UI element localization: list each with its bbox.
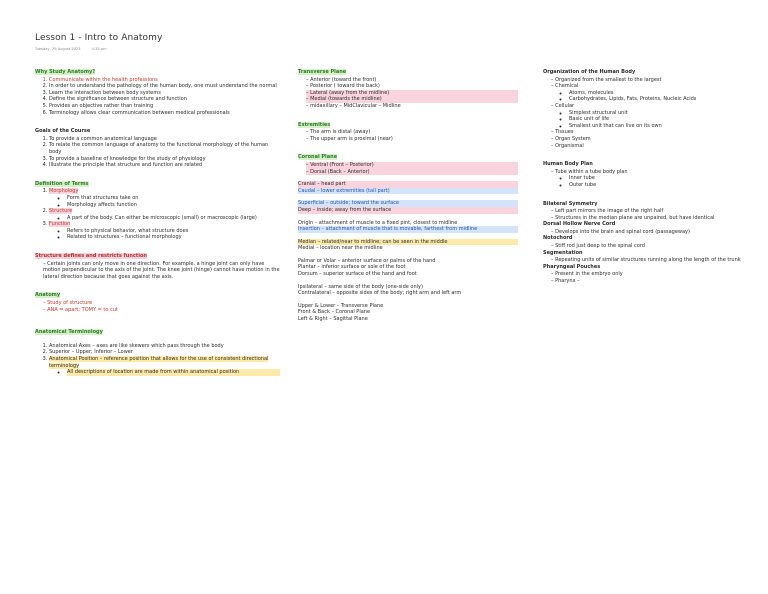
list-item: – Organismal <box>551 143 767 150</box>
segmentation-list <box>543 257 767 264</box>
list-item: – Structures in the median plane are unpaired, but have identical <box>551 215 767 222</box>
page-date: Tuesday, 29 August 2023 <box>35 47 81 51</box>
list-item: – Certain joints can only move in one direction. For example, a hinge joint can only have motion perpendicular to the axis of the joint. The knee joint (hinge) cannot have motion in the lateral direction because that goes against the axis. <box>43 261 280 281</box>
list-item: ◦ Atoms, molecules <box>569 90 767 97</box>
list-item: – Medial (towards the midline) <box>306 96 518 103</box>
structure-function-heading: Structure defines and restricts function <box>35 253 147 260</box>
coronal-list <box>298 162 518 175</box>
list-item: 2. To relate the common language of anatomy to the functional morphology of the human body <box>49 142 280 155</box>
palmar-line: Palmar or Volar – anterior surface or palms of the hand <box>298 257 436 264</box>
list-item: ◦ Related to structures – functional morphology <box>67 234 280 241</box>
list-item: 5. Provides an objective rather than training <box>49 103 280 110</box>
list-item: – The upper arm is proximal (near) <box>306 136 518 143</box>
list-item <box>49 221 280 241</box>
page-title: Lesson 1 - Intro to Anatomy <box>35 33 163 43</box>
plane-line: Front & Back – Coronal Plane <box>298 309 371 316</box>
bilateral-list <box>543 208 767 221</box>
deep-line: Deep – inside; away from the surface <box>298 207 518 214</box>
list-item <box>49 356 280 376</box>
list-item: ◦ A part of the body. Can either be microscopic (small) or macroscopic (large) <box>67 215 280 222</box>
caudal-line: Caudal – lower extremities (tail part) <box>298 188 518 195</box>
column-3 <box>543 69 767 285</box>
list-item: 2. Superior – Upper; Inferior – Lower <box>49 349 280 356</box>
list-item: – Repeating units of similar structures running along the length of the trunk <box>551 257 767 264</box>
column-1 <box>35 69 280 376</box>
pharyngeal-heading: Pharyngeal Pouches <box>543 263 601 270</box>
superficial-line: Superficial – outside; toward the surface <box>298 200 518 207</box>
structure-function-list <box>35 261 280 281</box>
list-item: – Stiff rod just deep to the spinal cord <box>551 243 767 250</box>
list-item <box>49 208 280 221</box>
terminology-list <box>35 343 280 376</box>
list-item <box>49 188 280 208</box>
list-item: ◦ Morphology affects function <box>67 202 280 209</box>
anatomy-heading: Anatomy <box>35 292 61 299</box>
term-label: Morphology <box>49 188 79 195</box>
term-label: Function <box>49 221 71 228</box>
list-item: ◦ All descriptions of location are made from within anatomical position <box>67 369 280 376</box>
list-item: – Study of structure <box>43 300 280 307</box>
term-label: Structure <box>49 208 73 215</box>
plantar-line: Plantar – inferior surface or sole of the foot <box>298 264 406 271</box>
list-item: 3. Learn the interaction between body systems <box>49 90 280 97</box>
list-item: 4. Illustrate the principle that structure and function are related <box>49 162 280 169</box>
list-item: ◦ Refers to physical behavior, what structure does <box>67 228 280 235</box>
list-item: 6. Terminology allows clear communication between medical professionals <box>49 110 280 117</box>
list-item: ◦ Outer tube <box>569 182 767 189</box>
list-item: – Ventral (Front – Posterior) <box>306 162 518 169</box>
list-item: – The arm is distal (away) <box>306 129 518 136</box>
list-item: ◦ Carbohydrates, Lipids, Fats, Proteins, Nucleic Acids <box>569 96 767 103</box>
ipsilateral-line: Ipsilateral – same side of the body (one-side only) <box>298 283 423 290</box>
list-item: – Organized from the smallest to the largest <box>551 77 767 84</box>
why-list <box>35 77 280 117</box>
notochord-heading: Notochord <box>543 235 573 242</box>
chemical-label: Chemical <box>555 83 579 90</box>
cellular-label: Cellular <box>555 102 575 109</box>
organization-list <box>543 77 767 150</box>
transverse-heading: Transverse Plane <box>298 69 347 75</box>
cranial-line: Cranial – head part <box>298 181 518 188</box>
list-item: – Dorsal (Back – Anterior) <box>306 169 518 176</box>
contralateral-line: Contralateral – opposite sides of the body; right arm and left arm <box>298 290 462 297</box>
body-plan-heading: Human Body Plan <box>543 161 593 168</box>
list-item: ◦ Inner tube <box>569 175 767 182</box>
page-time: 4:33 pm <box>91 47 107 51</box>
dorsal-list <box>543 229 767 236</box>
list-item: – Left part mirrors the image of the right half <box>551 208 767 215</box>
list-item: – midaxillary – MidClavicular – Midline <box>306 103 518 110</box>
list-item: ◦ Smallest unit that can live on its own <box>569 123 767 130</box>
why-heading: Why Study Anatomy? <box>35 69 96 75</box>
list-item: – Present in the embryo only <box>551 271 767 278</box>
coronal-heading: Coronal Plane <box>298 154 338 161</box>
extremities-list <box>298 129 518 142</box>
organization-heading: Organization of the Human Body <box>543 69 636 75</box>
origin-line: Origin – attachment of muscle to a fixed pint, closest to midline <box>298 219 458 226</box>
pharyngeal-list <box>543 271 767 284</box>
list-item: ◦ Form that structures take on <box>67 195 280 202</box>
dorsum-line: Dorsum – superior surface of the hand and foot <box>298 271 417 278</box>
list-item: – Lateral (away from the midline) <box>306 90 518 97</box>
anatomy-list <box>35 300 280 313</box>
segmentation-heading: Segmentation <box>543 249 583 256</box>
list-item: 4. Define the significance between structure and function <box>49 96 280 103</box>
list-item: – Posterior ( toward the back) <box>306 83 518 90</box>
list-item: 1. To provide a common anatomical language <box>49 136 280 143</box>
terminology-heading: Anatomical Terminology <box>35 329 103 336</box>
list-item: 1. Anatomical Axes – axes are like skewers which pass through the body <box>49 343 280 350</box>
list-item: – Tissues <box>551 129 767 136</box>
list-item: 3. To provide a baseline of knowledge for the study of physiology <box>49 156 280 163</box>
list-item: – Organ System <box>551 136 767 143</box>
goals-heading: Goals of the Course <box>35 128 91 135</box>
notochord-list <box>543 243 767 250</box>
list-item: ◦ Simplest structural unit <box>569 110 767 117</box>
body-plan-intro: Tube within a tube body plan <box>555 168 628 175</box>
median-line: Median – related/near to midline; can be seen in the middle <box>298 239 518 246</box>
page-meta <box>35 47 117 51</box>
transverse-list <box>298 77 518 110</box>
list-item: – Anterior (toward the front) <box>306 77 518 84</box>
plane-line: Left & Right – Sagittal Plane <box>298 316 368 323</box>
list-item <box>551 83 767 103</box>
definitions-list <box>35 188 280 241</box>
body-plan-list <box>543 169 767 189</box>
list-item: – ANA = apart; TOMY = to cut <box>43 307 280 314</box>
dorsal-heading: Dorsal Hollow Nerve Cord <box>543 221 616 228</box>
list-item <box>551 169 767 189</box>
list-item: 1. Communicate within the health professions <box>49 77 280 84</box>
extremities-heading: Extremities <box>298 121 331 128</box>
list-item: ◦ Basic unit of life <box>569 116 767 123</box>
insertion-line: Insertion – attachment of muscle that is movable, farthest from midline <box>298 226 518 233</box>
list-item: – Develops into the brain and spinal cord (passageway) <box>551 229 767 236</box>
list-item: 2. In order to understand the pathology of the human body, one must understand the normal <box>49 83 280 90</box>
column-2 <box>298 69 518 323</box>
plane-line: Upper & Lower – Transverse Plane <box>298 302 384 309</box>
bilateral-heading: Bilateral Symmetry <box>543 200 598 207</box>
list-item: – Pharynx – <box>551 278 767 285</box>
definitions-heading: Definition of Terms <box>35 180 89 187</box>
term-text: Anatomical Position – reference position that allows for the use of consistent directional terminology <box>49 356 269 369</box>
medial-line: Medial – location near the midline <box>298 245 383 252</box>
list-item <box>551 103 767 129</box>
goals-list <box>35 136 280 169</box>
